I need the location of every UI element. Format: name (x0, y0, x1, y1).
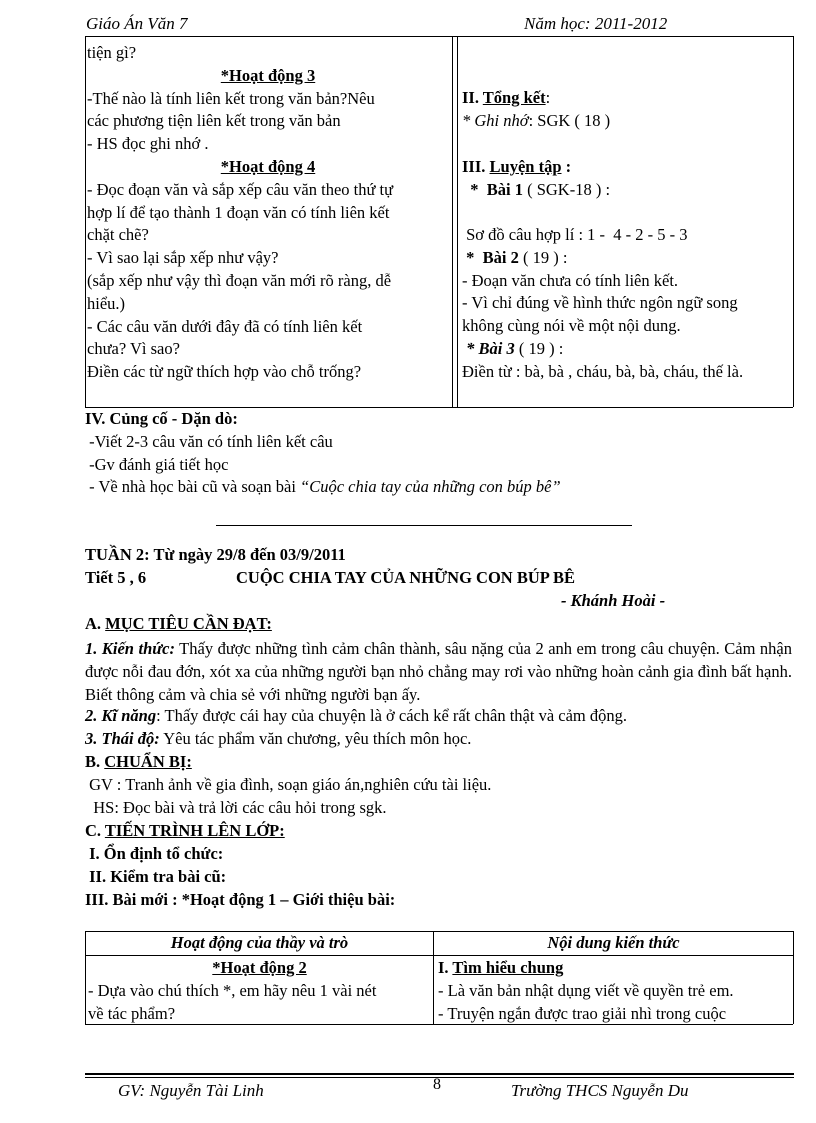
left-line-8: hợp lí để tạo thành 1 đoạn văn có tính liên kết (87, 202, 390, 222)
thai-do-line: 3. Thái độ: Yêu tác phẩm văn chương, yêu thích môn học. (85, 729, 472, 748)
left-line-12: hiểu.) (87, 293, 126, 313)
on-dinh-line: I. Ổn định tổ chức: (85, 844, 224, 863)
left-line-3: -Thế nào là tính liên kết trong văn bản?Nêu (87, 88, 375, 108)
chuan-bi-gv: GV : Tranh ảnh về gia đình, soạn giáo án,nghiên cứu tài liệu. (85, 775, 492, 794)
footer-school: Trường THCS Nguyễn Du (511, 1081, 689, 1100)
cung-co-heading: IV. Củng cố - Dặn dò: (85, 409, 238, 428)
table2-right-line-1: - Là văn bản nhật dụng viết về quyền trẻ em. (438, 980, 734, 1000)
bai-moi-line: III. Bài mới : *Hoạt động 1 – Giới thiệu bài: (85, 890, 396, 909)
table2-right-cell (438, 957, 790, 1025)
luyen-tap-heading: III. Luyện tập : (462, 157, 572, 176)
cung-co-line-1: -Viết 2-3 câu văn có tính liên kết câu (85, 431, 333, 451)
bai-3-answer: Điền từ : bà, bà , cháu, bà, bà, cháu, thế là. (462, 361, 744, 381)
left-line-5: - HS đọc ghi nhớ . (87, 134, 209, 154)
cung-co-section (85, 408, 792, 499)
hoat-dong-4-heading: *Hoạt động 4 (220, 156, 316, 176)
tim-hieu-chung-heading: I. Tìm hiểu chung (438, 958, 564, 977)
table2-left-cell (88, 957, 431, 1025)
table2-right-line-2: - Truyện ngắn được trao giải nhì trong cuộc (438, 1003, 727, 1023)
header-rule (85, 36, 794, 37)
bai-2-answer-3: không cùng nói về một nội dung. (462, 316, 681, 336)
left-line-14: chưa? Vì sao? (87, 339, 180, 359)
muc-tieu-heading: A. MỤC TIÊU CẦN ĐẠT: (85, 614, 272, 633)
left-line-7: - Đọc đoạn văn và sắp xếp câu văn theo thứ tự (87, 179, 394, 199)
cung-co-line-3: - Về nhà học bài cũ và soạn bài “Cuộc chia tay của những con búp bê” (85, 477, 561, 497)
left-line-4: các phương tiện liên kết trong văn bản (87, 111, 341, 131)
hoat-dong-2-heading: *Hoạt động 2 (212, 958, 307, 977)
left-line-11: (sắp xếp như vậy thì đoạn văn mới rõ ràng, dễ (87, 270, 392, 290)
table1-left-column (87, 42, 449, 384)
table2-header-right: Nội dung kiến thức (547, 933, 680, 952)
left-line-10: - Vì sao lại sắp xếp như vậy? (87, 248, 279, 268)
left-line-1: tiện gì? (87, 43, 137, 62)
hoat-dong-3-heading: *Hoạt động 3 (220, 65, 316, 85)
bai-1-line: * Bài 1 ( SGK-18 ) : (462, 179, 611, 199)
cung-co-line-2: -Gv đánh giá tiết học (85, 454, 229, 474)
bai-2-answer-1: - Đoạn văn chưa có tính liên kết. (462, 270, 679, 290)
chuan-bi-heading: B. CHUẨN BỊ: (85, 752, 192, 771)
tuan-line: TUẦN 2: Từ ngày 29/8 đến 03/9/2011 (85, 545, 346, 564)
page-number: 8 (433, 1076, 441, 1093)
footer-rule (85, 1073, 794, 1075)
tien-trinh-heading: C. TIẾN TRÌNH LÊN LỚP: (85, 821, 285, 840)
left-line-13: - Các câu văn dưới đây đã có tính liên kết (87, 316, 363, 336)
bai-3-line: * Bài 3 ( 19 ) : (462, 338, 564, 358)
header-right: Năm học: 2011-2012 (524, 14, 668, 33)
ki-nang-line: 2. Kĩ năng: Thấy được cái hay của chuyện là ở cách kể rất chân thật và cảm động. (85, 706, 628, 725)
left-line-15: Điền các từ ngữ thích hợp vào chỗ trống? (87, 362, 362, 382)
tiet-line: Tiết 5 , 6 (85, 568, 147, 587)
lesson-title: CUỘC CHIA TAY CỦA NHỮNG CON BÚP BÊ (236, 568, 576, 587)
kiem-tra-line: II. Kiểm tra bài cũ: (85, 867, 227, 886)
bai-2-line: * Bài 2 ( 19 ) : (462, 247, 568, 267)
bai-2-block (462, 224, 790, 384)
section-divider (216, 525, 632, 526)
footer-teacher: GV: Nguyễn Tài Linh (118, 1081, 264, 1100)
ghi-nho-line: * Ghi nhớ: SGK ( 18 ) (462, 110, 611, 130)
luyen-tap-block (462, 156, 790, 202)
table2-left-line-1: - Dựa vào chú thích *, em hãy nêu 1 vài nét (88, 980, 377, 1000)
table1-right-column (462, 87, 790, 133)
chuan-bi-hs: HS: Đọc bài và trả lời các câu hỏi trong sgk. (85, 798, 387, 817)
table2-left-line-2: về tác phẩm? (88, 1003, 176, 1023)
so-do-line: Sơ đồ câu hợp lí : 1 - 4 - 2 - 5 - 3 (462, 225, 688, 244)
tong-ket-heading: II. Tổng kết: (462, 88, 551, 107)
kien-thuc-paragraph: 1. Kiến thức: Thấy được những tình cảm chân thành, sâu nặng của 2 anh em trong câu chuyện. Cảm nhận được nỗi đau đớn, xót xa của những người bạn nhỏ chẳng may rơi vào những hoàn cảnh gia đình bất hạnh. Biết thông cảm và chia sẻ với những người bạn ấy. (85, 639, 792, 704)
table2-header-left: Hoạt động của thầy và trò (170, 933, 349, 952)
left-line-9: chặt chẽ? (87, 225, 149, 245)
lesson-author: - Khánh Hoài - (561, 591, 666, 610)
header-left: Giáo Án Văn 7 (86, 14, 188, 33)
bai-2-answer-2: - Vì chỉ đúng về hình thức ngôn ngữ song (462, 293, 738, 313)
